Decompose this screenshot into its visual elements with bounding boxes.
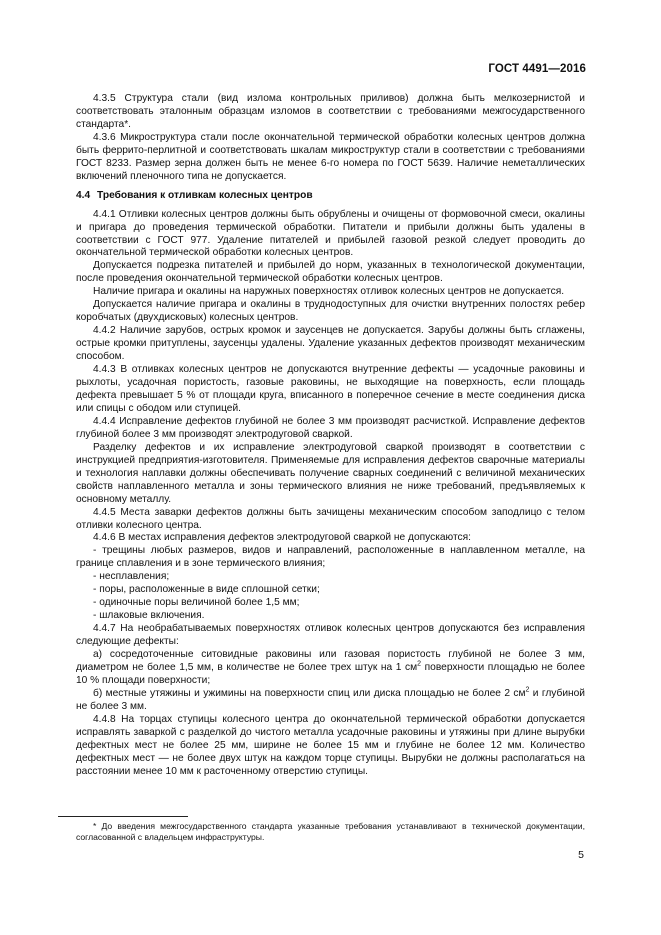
paragraph-4-4-4-b: Разделку дефектов и их исправление электродуговой сваркой производят в соответствии с инструкцией предприятия-изготовителя. Применяемые для исправления дефектов сварочные материалы и технология наплавки должны обеспечивать получение сварных соединений с величиной механических свойств наплавленного металла и зоны термического влияния не ниже требований, предъявляемых к основному металлу. [76,441,585,505]
paragraph-4-4-2: 4.4.2 Наличие зарубов, острых кромок и заусенцев не допускается. Зарубы должны быть сглажены, острые кромки притуплены, заусенцы удалены. Удаление указанных дефектов производят механическим способом. [76,325,585,363]
document-id-header: ГОСТ 4491—2016 [488,63,586,75]
list-item: - поры, расположенные в виде сплошной сетки; [93,584,320,596]
paragraph-4-4-4: 4.4.4 Исправление дефектов глубиной не более 3 мм производят расчисткой. Исправление дефектов глубиной более 3 мм производят электродуговой сваркой. [76,415,585,440]
page-number: 5 [578,849,584,861]
main-text [76,93,585,779]
paragraph-4-4-7-a: а) сосредоточенные ситовидные раковины или газовая пористость глубиной не более 3 мм, диаметром не более 1,5 мм, в количестве не более трех штук на 1 $см^2$ поверхности площадью не более 10 % площади поверхности; [76,649,585,686]
paragraph-4-4-7: 4.4.7 На необрабатываемых поверхностях отливок колесных центров допускаются без исправления следующие дефекты: [76,623,585,648]
list-item: - шлаковые включения. [93,610,205,622]
paragraph-4-3-6: 4.3.6 Микроструктура стали после окончательной термической обработки колесных центров должна быть феррито-перлитной и соответствовать шкалам микроструктур стали в соответствии с требованиями ГОСТ 8233. Размер зерна должен быть не менее 6-го номера по ГОСТ 5639. Наличие неметаллических включений пленочного типа не допускается. [76,131,585,182]
paragraph-4-4-1-c: Наличие пригара и окалины на наружных поверхностях отливок колесных центров не допускается. [93,286,565,298]
section-number: 4.4 [76,189,91,201]
paragraph-4-4-6: 4.4.6 В местах исправления дефектов электродуговой сваркой не допускаются: [93,532,471,544]
paragraph-4-4-8: 4.4.8 На торцах ступицы колесного центра до окончательной термической обработки допускается исправлять заваркой с разделкой до чистого металла усадочные раковины и утяжины при длине вырубки дефектных мест не более 25 мм, ширине не более 15 мм и глубине не более 12 мм. Количество дефектных мест — не более двух штук на каждом торце ступицы. Вырубки не должны располагаться на расстоянии менее 10 мм к расточенному отверстию ступицы. [76,713,585,777]
section-heading-4-4 [76,190,585,203]
paragraph-4-4-5: 4.4.5 Места заварки дефектов должны быть зачищены механическим способом заподлицо с телом отливки колесного центра. [76,506,585,531]
paragraph-4-4-7-b: б) местные утяжины и ужимины на поверхности спиц или диска площадью не более 2 $см^2$ и глубиной не более 3 мм. [76,686,585,712]
paragraph-4-4-1: 4.4.1 Отливки колесных центров должны быть обрублены и очищены от формовочной смеси, окалины и пригара до проведения термической обработки. Питатели и прибыли должны быть удалены в соответствии с ГОСТ 977. Удаление питателей и прибылей газовой резкой следует проводить до окончательной термической обработки колесных центров. [76,208,585,259]
list-item: - трещины любых размеров, видов и направлений, расположенные в наплавленном металле, на границе сплавления и в зоне термического влияния; [76,545,585,570]
section-title: Требования к отливкам колесных центров [97,189,313,201]
paragraph-4-4-1-b: Допускается подрезка питателей и прибылей до норм, указанных в технологической документации, после проведения окончательной термической обработки колесных центров. [76,260,585,285]
list-item: - одиночные поры величиной более 1,5 мм; [93,597,300,609]
footnote [76,821,585,843]
paragraph-4-4-1-d: Допускается наличие пригара и окалины в труднодоступных для очистки внутренних полостях ребер коробчатых (двухдисковых) колесных центров. [76,299,585,324]
paragraph-4-3-5: 4.3.5 Структура стали (вид излома контрольных приливов) должна быть мелкозернистой и соответствовать эталонным образцам изломов в соответствии с требованиями межгосударственного стандарта*. [76,93,585,130]
footnote-divider [58,816,188,817]
footnote-text: * До введения межгосударственного стандарта указанные требования устанавливают в технической документации, согласованной с владельцем инфраструктуры. [76,821,585,843]
list-item: - несплавления; [93,571,170,583]
paragraph-4-4-3: 4.4.3 В отливках колесных центров не допускаются внутренние дефекты — усадочные раковины и рыхлоты, усадочная пористость, газовые раковины, не выходящие на поверхность, если площадь дефекта превышает 5 % от площади круга, вписанного в поперечное сечение в месте соединения диска или спицы с ободом или ступицей. [76,364,585,414]
